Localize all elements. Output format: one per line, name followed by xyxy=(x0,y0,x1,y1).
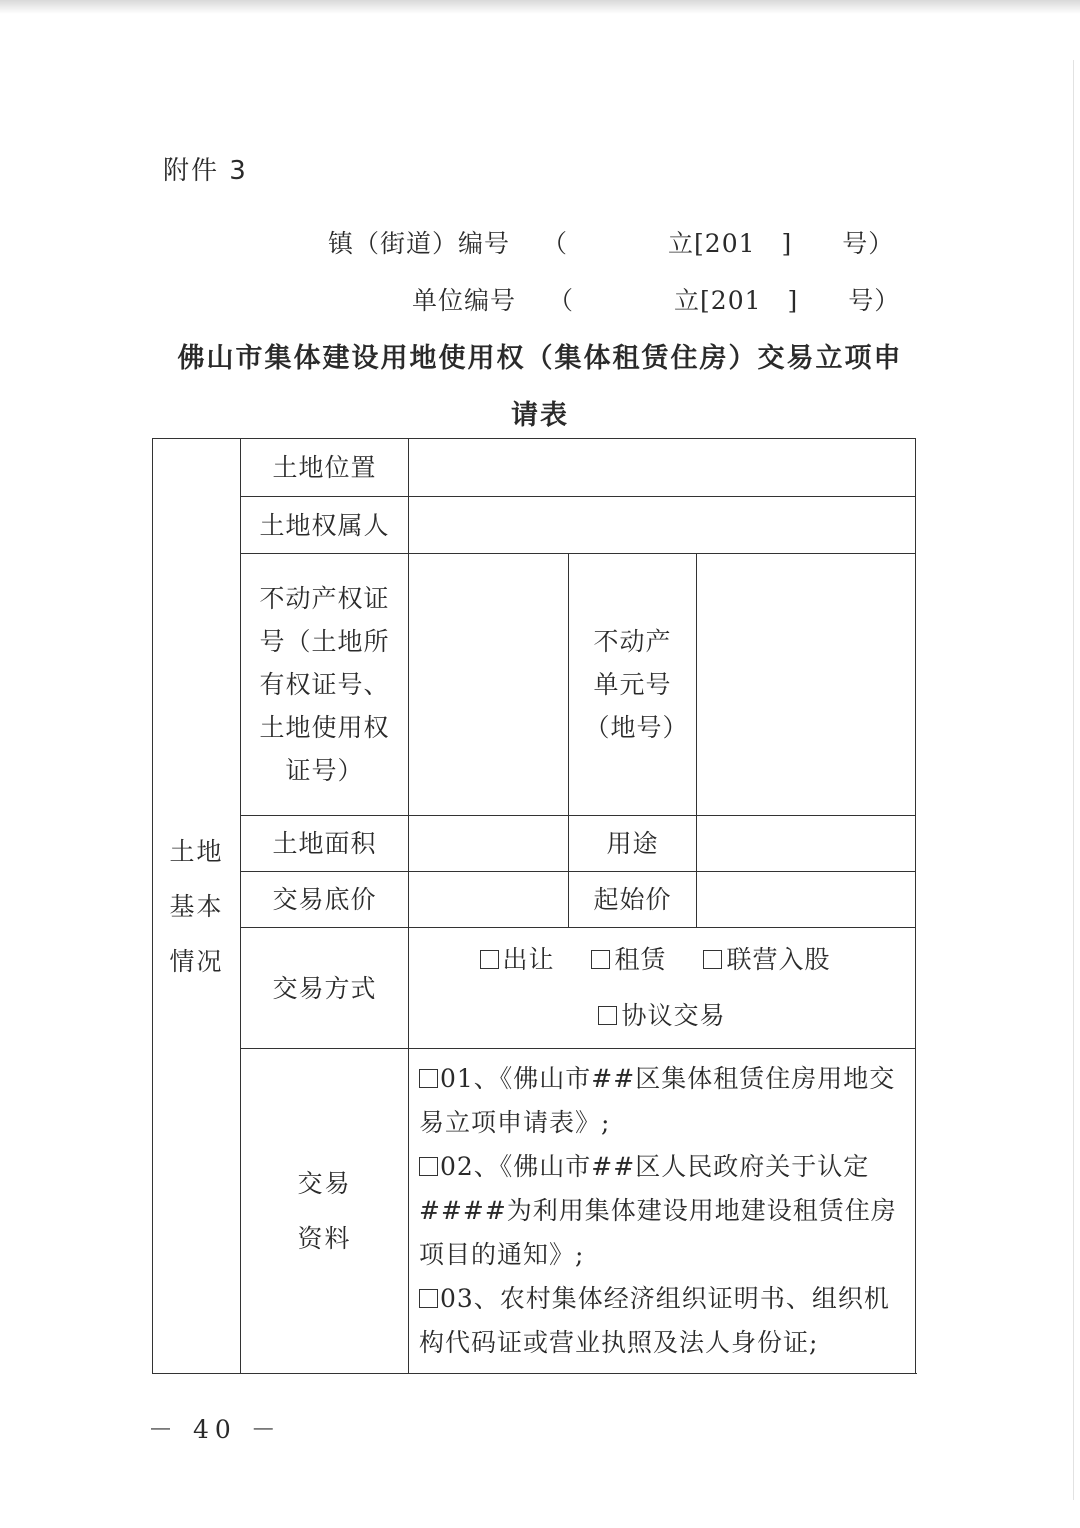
checkbox-icon[interactable] xyxy=(419,1069,438,1088)
application-table xyxy=(152,438,916,1374)
table-row xyxy=(153,872,916,928)
cert-number-label: 不动产权证号（土地所有权证号、土地使用权证号） xyxy=(241,554,409,816)
materials-section-label: 交易资料 xyxy=(241,1049,409,1374)
materials-list xyxy=(409,1049,916,1374)
cert-number-field[interactable] xyxy=(409,554,569,816)
table-row xyxy=(153,816,916,872)
land-location-field[interactable] xyxy=(409,439,916,497)
land-owner-field[interactable] xyxy=(409,497,916,554)
form-title-line1: 佛山市集体建设用地使用权（集体租赁住房）交易立项申 xyxy=(177,343,903,374)
checkbox-icon[interactable] xyxy=(419,1157,438,1176)
number-end: 号） xyxy=(842,229,895,258)
base-price-field[interactable] xyxy=(409,872,569,928)
material-item[interactable]: 03、农村集体经济组织证明书、组织机构代码证或营业执照及法人身份证; xyxy=(419,1284,890,1357)
usage-label: 用途 xyxy=(569,816,697,872)
base-price-label: 交易底价 xyxy=(241,872,409,928)
checkbox-icon[interactable] xyxy=(598,1006,617,1025)
open-paren: （ xyxy=(542,229,569,258)
land-location-label: 土地位置 xyxy=(241,439,409,497)
material-item[interactable]: 01、《佛山市##区集体租赁住房用地交易立项申请表》; xyxy=(419,1064,896,1137)
table-row xyxy=(153,1049,916,1374)
form-title-line2: 请表 xyxy=(511,400,569,431)
method-label: 交易方式 xyxy=(241,928,409,1049)
scan-edge xyxy=(0,0,1080,14)
unit-number-line xyxy=(412,281,900,317)
number-end: 号） xyxy=(848,286,901,315)
land-owner-label: 土地权属人 xyxy=(241,497,409,554)
unit-number-field[interactable] xyxy=(697,554,916,816)
usage-field[interactable] xyxy=(697,816,916,872)
checkbox-icon[interactable] xyxy=(419,1289,438,1308)
start-price-label: 起始价 xyxy=(569,872,697,928)
number-mid: 立[201 ] xyxy=(668,229,793,258)
scan-edge-right xyxy=(1073,60,1074,1500)
number-mid: 立[201 ] xyxy=(674,286,799,315)
town-number-label: 镇（街道）编号 xyxy=(328,229,511,258)
table-row xyxy=(153,554,916,816)
table-row xyxy=(153,497,916,554)
town-number-line xyxy=(328,224,894,260)
method-option-agreement[interactable]: 协议交易 xyxy=(598,988,725,1044)
unit-number-label: 不动产单元号（地号） xyxy=(569,554,697,816)
page-number: － 40 － xyxy=(148,1415,282,1444)
table-row xyxy=(153,928,916,1049)
land-area-field[interactable] xyxy=(409,816,569,872)
checkbox-icon[interactable] xyxy=(703,950,722,969)
material-item[interactable]: 02、《佛山市##区人民政府关于认定####为利用集体建设用地建设租赁住房项目的通知》; xyxy=(419,1152,897,1269)
land-section-label: 土地基本情况 xyxy=(153,439,241,1374)
checkbox-icon[interactable] xyxy=(591,950,610,969)
checkbox-icon[interactable] xyxy=(480,950,499,969)
method-options xyxy=(409,928,916,1049)
table-row xyxy=(153,439,916,497)
start-price-field[interactable] xyxy=(697,872,916,928)
open-paren: （ xyxy=(548,286,575,315)
land-area-label: 土地面积 xyxy=(241,816,409,872)
method-option-transfer[interactable]: 出让 xyxy=(480,932,555,988)
attachment-label: 附件 3 xyxy=(163,156,248,186)
method-option-lease[interactable]: 租赁 xyxy=(591,932,666,988)
unit-number-label: 单位编号 xyxy=(412,286,517,315)
method-option-joint-venture[interactable]: 联营入股 xyxy=(703,932,830,988)
